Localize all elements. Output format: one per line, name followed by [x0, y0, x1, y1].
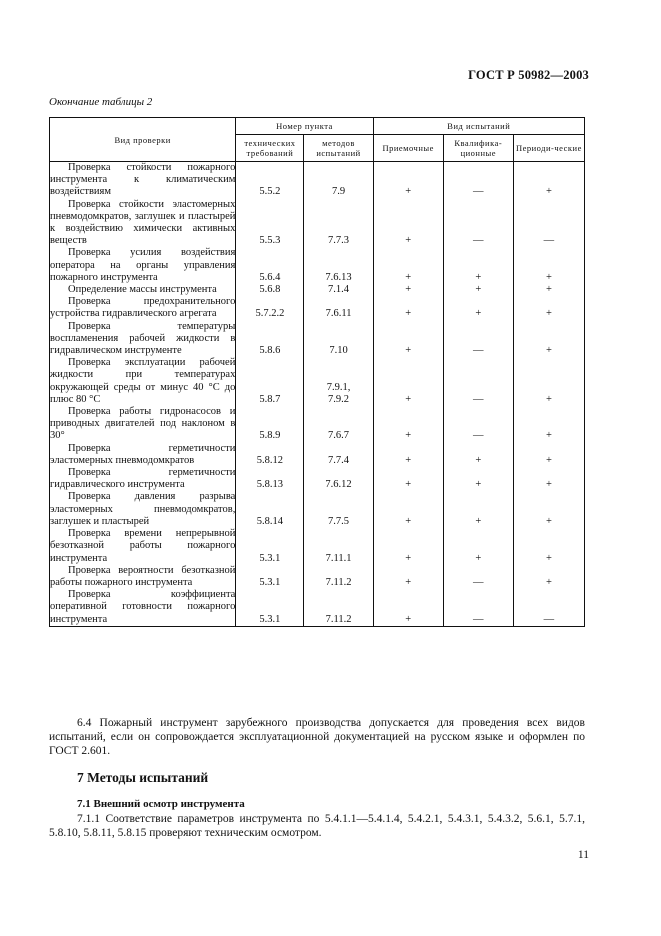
qualification-cell: — [443, 321, 513, 358]
tech-requirement-cell: 5.8.9 [236, 406, 304, 443]
periodic-cell: + [513, 565, 584, 589]
acceptance-cell: + [373, 589, 443, 626]
tech-requirement-cell: 5.3.1 [236, 528, 304, 565]
header-test-methods: методов испытаний [304, 135, 373, 162]
acceptance-cell: + [373, 321, 443, 358]
periodic-cell: + [513, 247, 584, 284]
acceptance-cell: + [373, 247, 443, 284]
periodic-cell: + [513, 357, 584, 406]
periodic-cell: + [513, 406, 584, 443]
tech-requirement-cell: 5.5.2 [236, 162, 304, 199]
page-number: 11 [577, 849, 589, 861]
tech-requirement-cell: 5.3.1 [236, 565, 304, 589]
acceptance-cell: + [373, 565, 443, 589]
test-method-line: 7.9.2 [328, 393, 350, 405]
table-caption: Окончание таблицы 2 [49, 96, 153, 108]
periodic-cell: + [513, 443, 584, 467]
table-row [50, 284, 585, 296]
periodic-cell: — [513, 199, 584, 248]
test-method-line: 7.9.1, [326, 381, 351, 393]
section-7-title: 7 Методы испытаний [77, 770, 209, 785]
tech-requirement-cell: 5.8.6 [236, 321, 304, 358]
tech-requirement-cell: 5.6.8 [236, 284, 304, 296]
qualification-cell: — [443, 565, 513, 589]
check-name-cell: Проверка температуры воспламенения рабочей жидкости в гидравлическом инструменте [50, 320, 236, 357]
test-method-cell: 7.6.12 [304, 467, 373, 491]
table-row [50, 467, 585, 491]
test-method-cell: 7.6.13 [304, 247, 373, 284]
test-method-cell: 7.1.4 [304, 284, 373, 296]
header-tech-requirements: технических требований [236, 135, 304, 162]
header-qualification: Квалифика-ционные [443, 135, 513, 162]
tech-requirement-cell: 5.8.13 [236, 467, 304, 491]
header-item-number: Номер пункта [236, 118, 373, 135]
periodic-cell: + [513, 284, 584, 296]
header-test-kind: Вид испытаний [373, 118, 584, 135]
test-method-cell: 7.6.7 [304, 406, 373, 443]
test-method-cell: 7.11.2 [304, 565, 373, 589]
periodic-cell: + [513, 296, 584, 320]
acceptance-cell: + [373, 296, 443, 320]
table-row [50, 443, 585, 467]
tech-requirement-cell: 5.8.14 [236, 491, 304, 528]
qualification-cell: + [443, 247, 513, 284]
qualification-cell: — [443, 162, 513, 199]
periodic-cell: — [513, 589, 584, 626]
test-method-cell: 7.10 [304, 321, 373, 358]
check-name-cell: Проверка усилия воздействия оператора на органы управления пожарного инструмента [50, 247, 236, 283]
check-name-cell: Проверка стойкости пожарного инструмента к климатическим воздействиям [50, 162, 236, 198]
periodic-cell: + [513, 321, 584, 358]
acceptance-cell: + [373, 162, 443, 199]
qualification-cell: + [443, 528, 513, 565]
header-check-type: Вид проверки [50, 118, 236, 162]
qualification-cell: — [443, 406, 513, 443]
table-row [50, 247, 585, 284]
check-name-cell: Определение массы инструмента [50, 284, 236, 296]
test-types-table [49, 117, 585, 627]
periodic-cell: + [513, 467, 584, 491]
acceptance-cell: + [373, 406, 443, 443]
periodic-cell: + [513, 162, 584, 199]
table-row [50, 321, 585, 358]
check-name-cell: Проверка стойкости эластомерных пневмодомкратов, заглушек и пластырей к воздействию химически активных веществ [50, 198, 236, 247]
table-row [50, 589, 585, 626]
table-row [50, 406, 585, 443]
qualification-cell: + [443, 491, 513, 528]
acceptance-cell: + [373, 491, 443, 528]
tech-requirement-cell: 5.5.3 [236, 199, 304, 248]
test-method-cell: 7.7.5 [304, 491, 373, 528]
table-body [50, 162, 585, 627]
test-method-cell: 7.11.2 [304, 589, 373, 626]
acceptance-cell: + [373, 199, 443, 248]
test-method-cell: 7.6.11 [304, 296, 373, 320]
check-name-cell: Проверка давления разрыва эластомерных пневмодомкратов, заглушек и пластырей [50, 491, 236, 527]
check-name-cell: Проверка вероятности безотказной работы пожарного инструмента [50, 564, 236, 588]
table-row [50, 528, 585, 565]
paragraph-7-1-1: 7.1.1 Соответствие параметров инструмента по 5.4.1.1—5.4.1.4, 5.4.2.1, 5.4.3.1, 5.4.3.2, 5.6.1, 5.7.1, 5.8.10, 5.8.11, 5.8.15 проверяют техническим осмотром. [49, 813, 585, 839]
qualification-cell: — [443, 357, 513, 406]
check-name-cell: Проверка времени непрерывной безотказной работы пожарного инструмента [50, 528, 236, 564]
header-periodic: Периоди-ческие [513, 135, 584, 162]
check-name-cell: Проверка герметичности эластомерных пневмодомкратов [50, 442, 236, 466]
qualification-cell: + [443, 467, 513, 491]
paragraph-6-4: 6.4 Пожарный инструмент зарубежного производства допускается для проведения всех видов испытаний, если он сопровождается эксплуатационной документацией на русском языке и оформлен по ГОСТ 2.601. [49, 717, 585, 757]
acceptance-cell: + [373, 357, 443, 406]
qualification-cell: + [443, 296, 513, 320]
check-name-cell: Проверка предохранительного устройства гидравлического агрегата [50, 296, 236, 320]
check-name-cell: Проверка эксплуатации рабочей жидкости при температурах окружающей среды от минус 40 °С до плюс 80 °С [50, 357, 236, 405]
check-name-cell: Проверка герметичности гидравлического инструмента [50, 467, 236, 491]
test-method-cell: 7.11.1 [304, 528, 373, 565]
table-row [50, 357, 585, 406]
tech-requirement-cell: 5.8.12 [236, 443, 304, 467]
periodic-cell: + [513, 528, 584, 565]
test-method-cell: 7.9 [304, 162, 373, 199]
test-method-cell [304, 357, 373, 406]
acceptance-cell: + [373, 467, 443, 491]
qualification-cell: — [443, 199, 513, 248]
acceptance-cell: + [373, 528, 443, 565]
acceptance-cell: + [373, 443, 443, 467]
header-acceptance: Приемочные [373, 135, 443, 162]
qualification-cell: + [443, 284, 513, 296]
qualification-cell: + [443, 443, 513, 467]
table-row [50, 296, 585, 320]
table-row [50, 565, 585, 589]
tech-requirement-cell: 5.8.7 [236, 357, 304, 406]
qualification-cell: — [443, 589, 513, 626]
periodic-cell: + [513, 491, 584, 528]
acceptance-cell: + [373, 284, 443, 296]
document-code: ГОСТ Р 50982—2003 [468, 68, 589, 82]
table-row [50, 162, 585, 199]
table-row [50, 491, 585, 528]
table-row [50, 199, 585, 248]
check-name-cell: Проверка коэффициента оперативной готовности пожарного инструмента [50, 589, 236, 625]
test-method-cell: 7.7.3 [304, 199, 373, 248]
tech-requirement-cell: 5.6.4 [236, 247, 304, 284]
tech-requirement-cell: 5.7.2.2 [236, 296, 304, 320]
test-method-cell: 7.7.4 [304, 443, 373, 467]
subsection-7-1-title: 7.1 Внешний осмотр инструмента [77, 798, 245, 810]
tech-requirement-cell: 5.3.1 [236, 589, 304, 626]
check-name-cell: Проверка работы гидронасосов и приводных двигателей под наклоном в 30° [50, 406, 236, 442]
